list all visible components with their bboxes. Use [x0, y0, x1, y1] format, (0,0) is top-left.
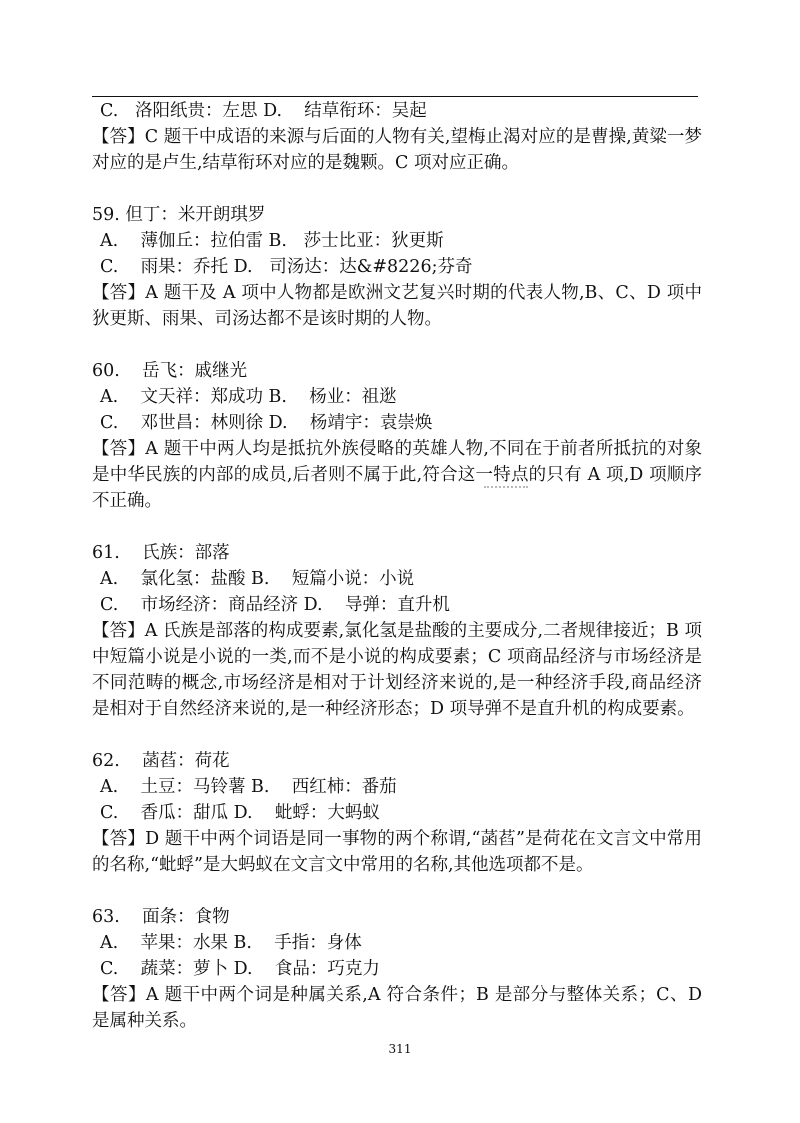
question-stem: 63. 面条：食物 — [92, 907, 230, 927]
option-line: A. 氯化氢：盐酸 B. 短篇小说：小说 — [100, 569, 415, 589]
question-61 — [92, 540, 702, 722]
option-line: C. 市场经济：商品经济 D. 导弹：直升机 — [100, 595, 450, 615]
answer-explanation: 【答】A 题干中两个词是种属关系,A 符合条件；B 是部分与整体关系；C、D 是属种关系。 — [92, 985, 702, 1031]
question-58-tail — [92, 98, 702, 176]
option-line: C. 洛阳纸贵：左思 D. 结草衔环：吴起 — [100, 101, 427, 121]
question-59 — [92, 202, 702, 332]
question-stem: 62. 菡萏：荷花 — [92, 751, 230, 771]
option-line: A. 土豆：马铃薯 B. 西红柿：番茄 — [100, 777, 397, 797]
answer-explanation: 【答】A 氏族是部落的构成要素,氯化氢是盐酸的主要成分,二者规律接近；B 项中短篇小说是小说的一类,而不是小说的构成要素；C 项商品经济与市场经济是不同范畴的概念,市场经济是相对于计划经济来说的,是一种经济手段,商品经济是相对于自然经济来说的,是一种经济形态；D 项导弹不是直升机的构成要素。 — [92, 621, 702, 719]
answer-explanation: 【答】D 题干中两个词语是同一事物的两个称谓,“菡萏”是荷花在文言文中常用的名称,“蚍蜉”是大蚂蚁在文言文中常用的名称,其他选项都不是。 — [92, 829, 702, 875]
option-line: C. 蔬菜：萝卜 D. 食品：巧克力 — [100, 959, 380, 979]
answer-explanation: 【答】A 题干及 A 项中人物都是欧洲文艺复兴时期的代表人物,B、C、D 项中狄更斯、雨果、司汤达都不是该时期的人物。 — [92, 283, 702, 329]
option-line: A. 薄伽丘：拉伯雷 B. 莎士比亚：狄更斯 — [100, 231, 444, 251]
question-63 — [92, 904, 702, 1034]
answer-explanation: 【答】C 题干中成语的来源与后面的人物有关,望梅止渴对应的是曹操,黄粱一梦对应的是卢生,结草衔环对应的是魏颗。C 项对应正确。 — [92, 127, 702, 173]
option-line: C. 雨果：乔托 D. 司汤达：达&#8226;芬奇 — [100, 257, 473, 277]
option-line: A. 苹果：水果 B. 手指：身体 — [100, 933, 362, 953]
page-number: 311 — [388, 1042, 412, 1056]
question-60 — [92, 358, 702, 514]
question-stem: 60. 岳飞：戚继光 — [92, 361, 248, 381]
question-stem: 61. 氏族：部落 — [92, 543, 230, 563]
question-stem: 59. 但丁：米开朗琪罗 — [92, 205, 266, 225]
option-line: C. 香瓜：甜瓜 D. 蚍蜉：大蚂蚁 — [100, 803, 380, 823]
page-content — [92, 98, 702, 1060]
option-line: A. 文天祥：郑成功 B. 杨业：祖逖 — [100, 387, 397, 407]
answer-explanation: 【答】A 题干中两人均是抵抗外族侵略的英雄人物,不同在于前者所抵抗的对象是中华民族的内部的成员,后者则不属于此,符合这一特点的只有 A 项,D 项顺序不正确。 — [92, 439, 702, 511]
question-62 — [92, 748, 702, 878]
scan-smudge — [484, 486, 528, 490]
option-line: C. 邓世昌：林则徐 D. 杨靖宇：袁崇焕 — [100, 413, 433, 433]
top-rule — [92, 96, 698, 97]
